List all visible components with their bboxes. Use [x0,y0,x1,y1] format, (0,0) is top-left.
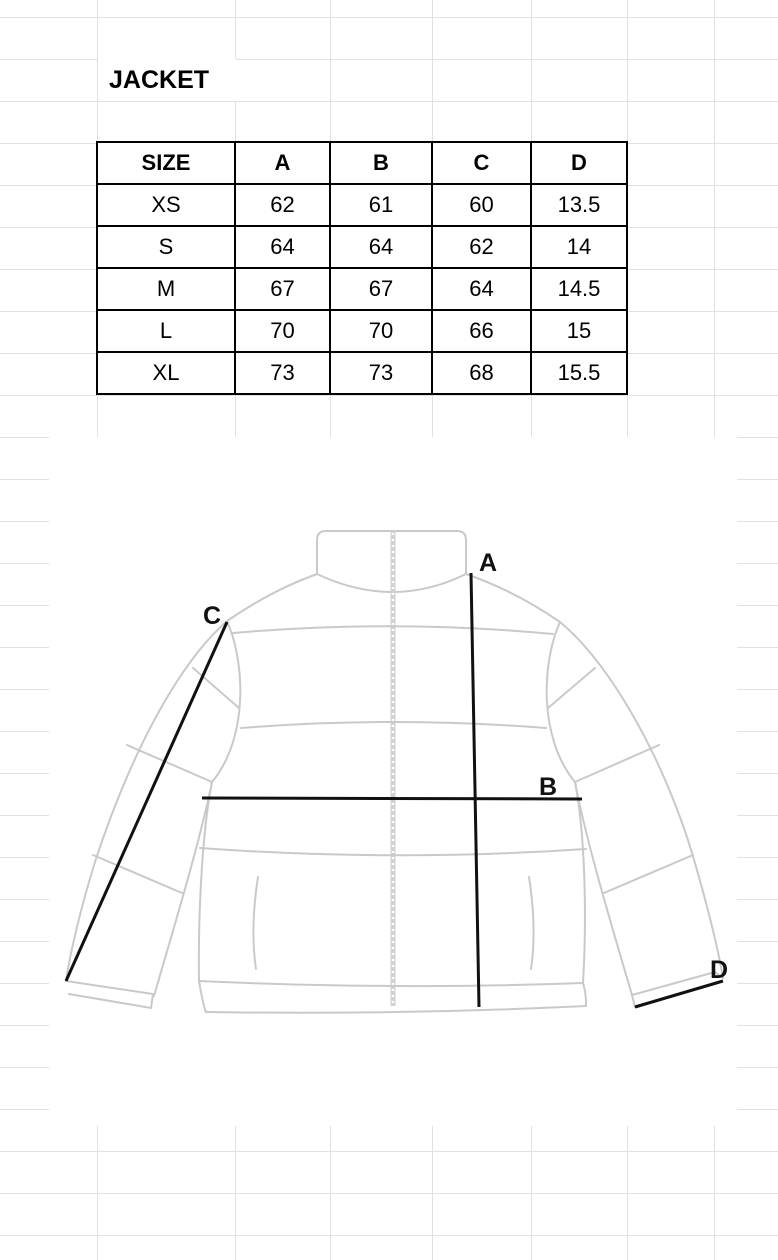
measure-line-a [471,573,479,1007]
cell-m-c[interactable]: 64 [432,268,531,310]
cell-s-b[interactable]: 64 [330,226,432,268]
header-cell-d[interactable]: D [531,142,627,184]
table-row-m [97,268,627,310]
cell-m-size[interactable]: M [97,268,235,310]
cell-xs-b[interactable]: 61 [330,184,432,226]
header-cell-b[interactable]: B [330,142,432,184]
measure-label-c: C [202,602,222,630]
table-row-xs [97,184,627,226]
measure-line-d [635,981,723,1007]
table-row-l [97,310,627,352]
measure-label-b: B [538,773,558,801]
cell-xl-a[interactable]: 73 [235,352,330,394]
measure-line-b [202,798,582,799]
cell-s-d[interactable]: 14 [531,226,627,268]
size-table-header-row [97,142,627,184]
cell-xs-c[interactable]: 60 [432,184,531,226]
cell-xs-size[interactable]: XS [97,184,235,226]
cell-xl-b[interactable]: 73 [330,352,432,394]
cell-l-c[interactable]: 66 [432,310,531,352]
cell-m-b[interactable]: 67 [330,268,432,310]
jacket-sketch-svg [49,437,737,1126]
cell-xl-c[interactable]: 68 [432,352,531,394]
measure-label-a: A [478,549,498,577]
header-cell-size[interactable]: SIZE [97,142,235,184]
jacket-outline-icon [66,531,723,1013]
cell-xs-d[interactable]: 13.5 [531,184,627,226]
table-row-s [97,226,627,268]
jacket-diagram-image[interactable] [49,437,737,1126]
measure-label-d: D [709,956,729,984]
measure-line-c [66,622,227,981]
cell-l-d[interactable]: 15 [531,310,627,352]
measurement-labels [203,549,728,984]
cell-m-d[interactable]: 14.5 [531,268,627,310]
cell-s-c[interactable]: 62 [432,226,531,268]
sheet-title-cell[interactable]: JACKET [98,59,236,101]
header-cell-c[interactable]: C [432,142,531,184]
cell-xs-a[interactable]: 62 [235,184,330,226]
cell-s-a[interactable]: 64 [235,226,330,268]
size-table [96,141,628,395]
cell-l-b[interactable]: 70 [330,310,432,352]
cell-xl-d[interactable]: 15.5 [531,352,627,394]
cell-l-a[interactable]: 70 [235,310,330,352]
table-row-xl [97,352,627,394]
cell-s-size[interactable]: S [97,226,235,268]
header-cell-a[interactable]: A [235,142,330,184]
cell-l-size[interactable]: L [97,310,235,352]
cell-xl-size[interactable]: XL [97,352,235,394]
cell-m-a[interactable]: 67 [235,268,330,310]
